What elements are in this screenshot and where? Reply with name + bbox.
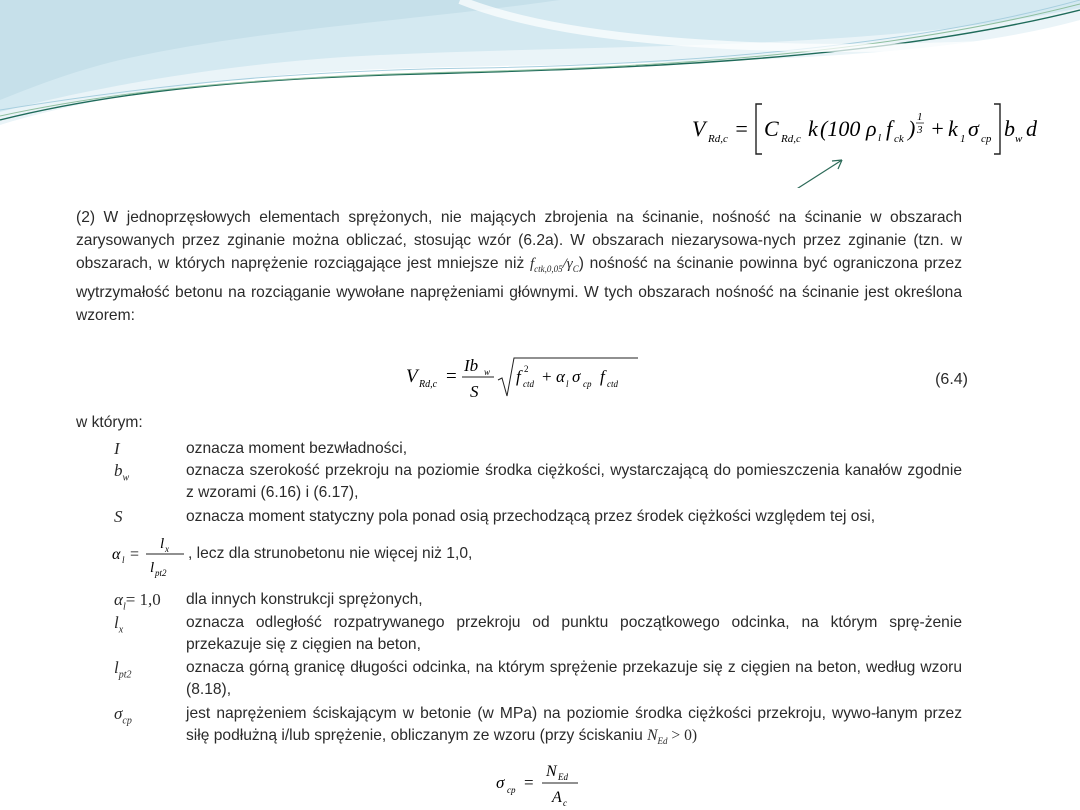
formula-paren: (100 xyxy=(820,116,861,141)
alpha-num-sub: x xyxy=(165,544,169,554)
formula-c-sub: Rd,c xyxy=(781,133,801,145)
formula-number: (6.4) xyxy=(935,371,968,388)
document-page xyxy=(64,188,980,810)
formula-b-sub: w xyxy=(1015,133,1023,145)
definition-text: oznacza odległość rozpatrywanego przekroju od punktu początkowego odcinka, na którym sprę-żenie przekazuje się z cięgien na beton, xyxy=(186,614,962,653)
f64-f1-sub: ctd xyxy=(523,379,534,389)
definition-symbol: $b_w$ xyxy=(114,461,130,484)
sigma-cp-eq: = xyxy=(524,773,534,792)
formula-k1-sub: 1 xyxy=(960,133,966,145)
paragraph-text-1: (2) W jednoprzęsłowych elementach sprężonych, nie mających zbrojenia na ścinanie, nośność na ścinanie w obszarach zarysowanych przez zginanie można obliczać, stosując wzór (6.2a). W obszarach niezarysowa-nych przez zginanie (tzn. w obszarach, w których naprężenie rozciągające jest mniejsze niż xyxy=(76,209,962,272)
formula-k1: k xyxy=(948,116,958,141)
f64-f2-sub: ctd xyxy=(607,379,618,389)
sigma-cp-num: N xyxy=(546,763,557,780)
formula-6-4 xyxy=(406,350,646,406)
f64-sigma-sub: cp xyxy=(583,379,592,389)
sigma-symbol: $\sigma_{cp}$ xyxy=(114,704,132,727)
definition-text: oznacza górną granicę długości odcinka, na którym sprężenie przekazuje się z cięgien na beton, według wzoru (8.18), xyxy=(186,659,962,698)
formula-svg xyxy=(670,96,1080,162)
alpha-definition-row xyxy=(64,532,980,580)
formula-sigma-sub: cp xyxy=(981,133,992,145)
formula-d: d xyxy=(1026,116,1037,141)
f64-lhs: V xyxy=(406,366,418,387)
f64-alpha: α xyxy=(556,367,565,386)
definition-symbol: $l_{pt2}$ xyxy=(114,658,132,681)
formula-eq: = xyxy=(734,116,749,141)
alpha-definition-text: , lecz dla strunobetonu nie więcej niż 1,0, xyxy=(188,545,473,562)
f64-sigma: σ xyxy=(572,367,581,386)
formula-close: ) xyxy=(908,116,916,141)
definition-text: oznacza moment statyczny pola ponad osią przechodzącą przez środek ciężkości względem tej osi, xyxy=(186,508,876,525)
formula-exp-num: 1 xyxy=(917,111,923,123)
formula-k: k xyxy=(808,116,818,141)
alpha-eq: = xyxy=(130,546,140,563)
paragraph-text-2: ) nośność na ścinanie powinna być ograniczona przez wytrzymałość betonu na rozciąganie wywołane naprężeniami głównymi. W tych obszarach nośność na ścinanie jest określona wzorem: xyxy=(76,255,962,324)
formula-exp-den: 3 xyxy=(917,124,923,136)
formula-sigma: σ xyxy=(968,116,979,141)
f64-f1: f xyxy=(516,367,521,386)
definition-text: oznacza moment bezwładności, xyxy=(186,440,408,457)
sigma-cp-lhs-sub: cp xyxy=(507,785,516,795)
alpha-den-sub: pt2 xyxy=(155,568,167,578)
f64-f2: f xyxy=(600,367,605,386)
alpha-sub: l xyxy=(122,555,125,565)
alpha-den: l xyxy=(150,560,155,576)
formula-lhs: V xyxy=(692,116,706,141)
sigma-cp-formula xyxy=(496,758,606,810)
alpha-default-text: dla innych konstrukcji sprężonych, xyxy=(186,591,423,608)
sigma-cp-den: A xyxy=(552,789,562,806)
sigma-cp-den-sub: c xyxy=(563,798,567,808)
f64-eq: = xyxy=(446,366,457,387)
shear-capacity-formula-image xyxy=(670,96,1080,162)
alpha-symbol: α xyxy=(112,546,121,563)
formula-rho-sub: l xyxy=(878,132,882,144)
formula-rho: ρ xyxy=(866,116,877,141)
definition-symbol: S xyxy=(114,507,123,526)
formula-f: f xyxy=(886,116,893,141)
f64-f1-sup: 2 xyxy=(524,364,529,374)
definition-symbol: $l_x$ xyxy=(114,613,124,636)
fctk-symbol: $f_{ctk,0,05}/\gamma_C$ xyxy=(529,256,579,274)
sigma-definition-text: jest naprężeniem ściskającym w betonie (w MPa) na poziomie środka ciężkości przekroju, wywo-łanym przez siłę podłużną i/lub sprężenie, obliczanym ze wzoru (przy ściskaniu $N_{Ed} > 0$) xyxy=(186,705,962,747)
f64-den: S xyxy=(470,382,479,401)
f64-num: Ib xyxy=(464,356,479,375)
alpha-num: l xyxy=(160,536,165,552)
paragraph-2 xyxy=(76,206,962,327)
w-ktorym-label: w którym: xyxy=(76,414,143,431)
definition-symbol: I xyxy=(114,439,120,458)
formula-c: C xyxy=(764,116,779,141)
alpha-fraction xyxy=(112,532,186,580)
f64-alpha-sub: l xyxy=(566,379,569,389)
definition-text: oznacza szerokość przekroju na poziomie środka ciężkości, wystarczającą do pomieszczenia kanałów zgodnie z wzorami (6.16) i (6.17), xyxy=(186,462,962,501)
sigma-cp-lhs: σ xyxy=(496,773,505,792)
f64-plus: + xyxy=(542,367,552,386)
f64-lhs-sub: Rd,c xyxy=(419,379,438,390)
formula-f-sub: ck xyxy=(894,133,904,145)
formula-b: b xyxy=(1004,116,1015,141)
formula-plus: + xyxy=(930,116,945,141)
f64-num-sub: w xyxy=(484,367,491,377)
alpha-default-symbol: $\alpha_l= 1,0$ xyxy=(114,590,161,613)
sigma-cp-num-sub: Ed xyxy=(558,772,568,782)
formula-lhs-sub: Rd,c xyxy=(708,133,728,145)
